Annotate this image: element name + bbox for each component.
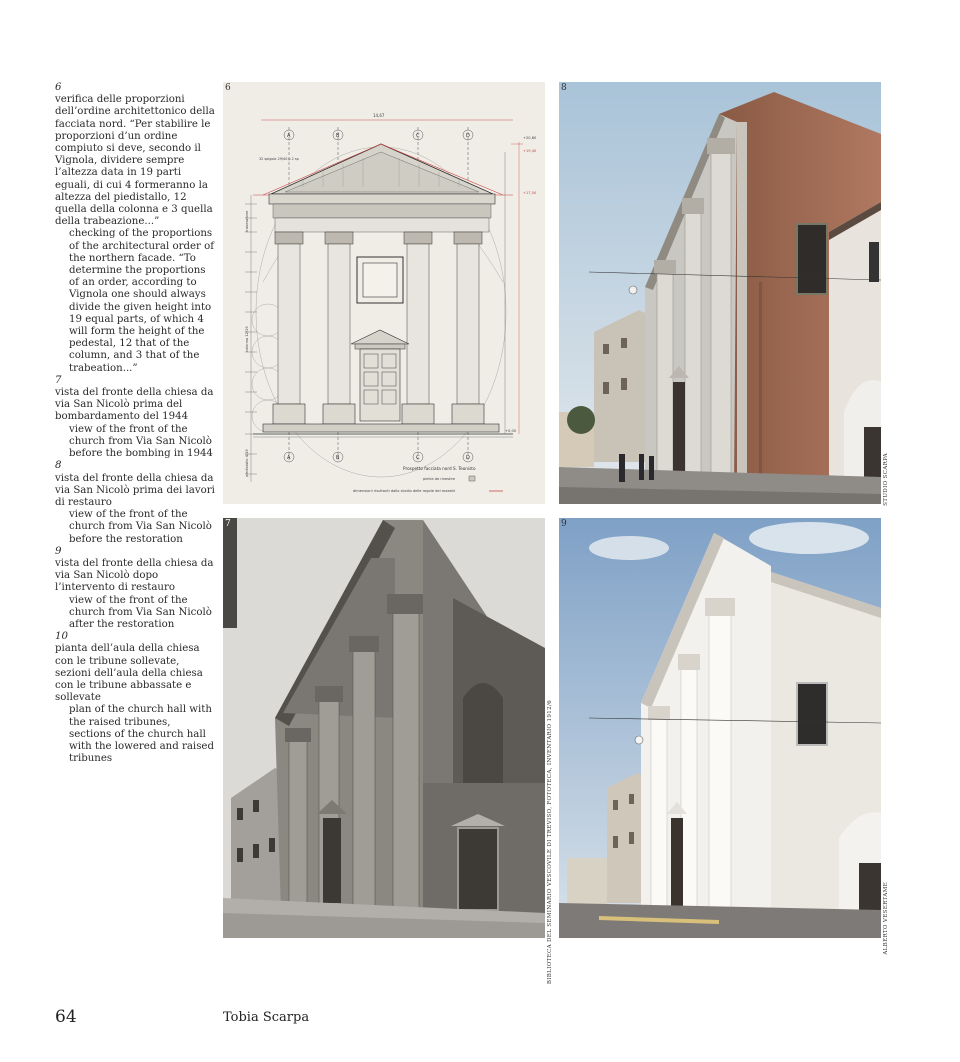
caption-italian: verifica delle proporzioni dell’ordine architettonico della facciata nord. “Per stabilire le proporzioni d’un ordine compiuto si deve, secondo il Vignola, dividere sempre l’altezza data in 19 parti eguali, di cui 4 formeranno la altezza del piedistallo, 12 quella della colonna e 3 quella della trabeazione...” — [55, 94, 215, 228]
caption-english: plan of the church hall with the raised tribunes, sections of the church hall with the lowered and raised tribunes — [69, 704, 214, 765]
caption-english: view of the front of the church from Via San Nicolò before the restoration — [69, 509, 212, 545]
caption-english: view of the front of the church from Via San Nicolò before the bombing in 1944 — [69, 423, 213, 460]
level-mark-3: +17,50 — [523, 191, 537, 195]
caption-number: 10 — [55, 631, 68, 643]
caption-8 — [55, 460, 215, 545]
axis-label-c-bottom: C — [416, 455, 420, 461]
author-name: Tobia Scarpa — [223, 1010, 310, 1025]
caption-italian: pianta dell’aula della chiesa con le tribune sollevate, sezioni dell’aula della chiesa con le tribune abbassate e sollevate — [55, 643, 203, 704]
zone-label-trabeazione: trabeazione — [245, 210, 249, 232]
photo-credit-7: BIBLIOTECA DEL SEMINARIO VESCOVILE DI TREVISO, FOTOTECA, INVENTARIO 1912/6 — [547, 700, 553, 985]
legend-pattern-swatch — [469, 476, 475, 481]
figure-number: 9 — [561, 519, 567, 529]
axis-label-b-bottom: B — [336, 455, 340, 461]
caption-6 — [55, 82, 215, 375]
figure-9-photo — [559, 518, 881, 938]
level-mark-4: +0,00 — [505, 429, 517, 433]
caption-english: view of the front of the church from Via San Nicolò after the restoration — [69, 594, 212, 630]
zone-label-colonna: colonna 12/19 — [245, 326, 249, 352]
caption-italian: vista del fronte della chiesa da via San Nicolò prima dei lavori di restauro — [55, 472, 215, 508]
level-mark-1: +20,80 — [523, 136, 537, 140]
church-photo-before-bombing — [223, 518, 545, 938]
caption-english: checking of the proportions of the architectural order of the northern facade. “To determine the proportions of an order, according to Vignola one should always divide the given height into 19 equal parts, of which 4 will form the height of the pedestal, 12 that of the column, and 3 that of the trabeation...” — [69, 228, 215, 374]
drawing-title: Prospetto facciata nord S. Teonisto — [403, 466, 476, 471]
legend-line-label: dimensioni risultanti dallo studio delle regole dei maestri — [353, 489, 456, 493]
figure-number: 7 — [225, 519, 231, 529]
caption-7 — [55, 375, 215, 460]
figure-6-drawing — [223, 82, 545, 504]
axis-label-c: C — [416, 133, 420, 139]
caption-number: 9 — [55, 545, 62, 557]
axis-label-a: A — [287, 133, 291, 139]
axis-label-a-bottom: A — [287, 455, 291, 461]
page-number: 64 — [55, 1007, 77, 1027]
facade-elevation-drawing — [223, 82, 545, 504]
zone-label-piedistallo: piedistallo 4/19 — [245, 449, 249, 477]
side-note: 32 spigolo 29/40 p 2 sp — [259, 157, 299, 161]
legend-pattern-label: pietra da rivestire — [423, 477, 456, 481]
figure-7-photo — [223, 518, 545, 938]
overall-width-label: 14,67 — [373, 113, 385, 118]
figure-8-photo — [559, 82, 881, 504]
church-photo-after-restoration — [559, 518, 881, 938]
church-photo-before-restoration — [559, 82, 881, 504]
caption-italian: vista del fronte della chiesa da via San Nicolò prima del bombardamento del 1944 — [55, 387, 214, 423]
figure-number: 8 — [561, 83, 567, 93]
caption-number: 7 — [55, 374, 62, 386]
caption-9 — [55, 546, 215, 631]
photo-credit-9: ALBERTO VESERTAME — [883, 882, 889, 955]
caption-number: 6 — [55, 82, 62, 93]
caption-number: 8 — [55, 460, 62, 472]
caption-10 — [55, 631, 215, 765]
figure-number: 6 — [225, 83, 231, 93]
axis-label-d: D — [466, 133, 470, 139]
axis-label-d-bottom: D — [466, 455, 470, 461]
level-mark-2: +19,40 — [523, 149, 537, 153]
captions-column — [55, 82, 215, 765]
caption-italian: vista del fronte della chiesa da via San Nicolò dopo l’intervento di restauro — [55, 557, 214, 594]
photo-credit-8: STUDIO SCARPA — [883, 453, 889, 506]
axis-label-b: B — [336, 133, 340, 139]
